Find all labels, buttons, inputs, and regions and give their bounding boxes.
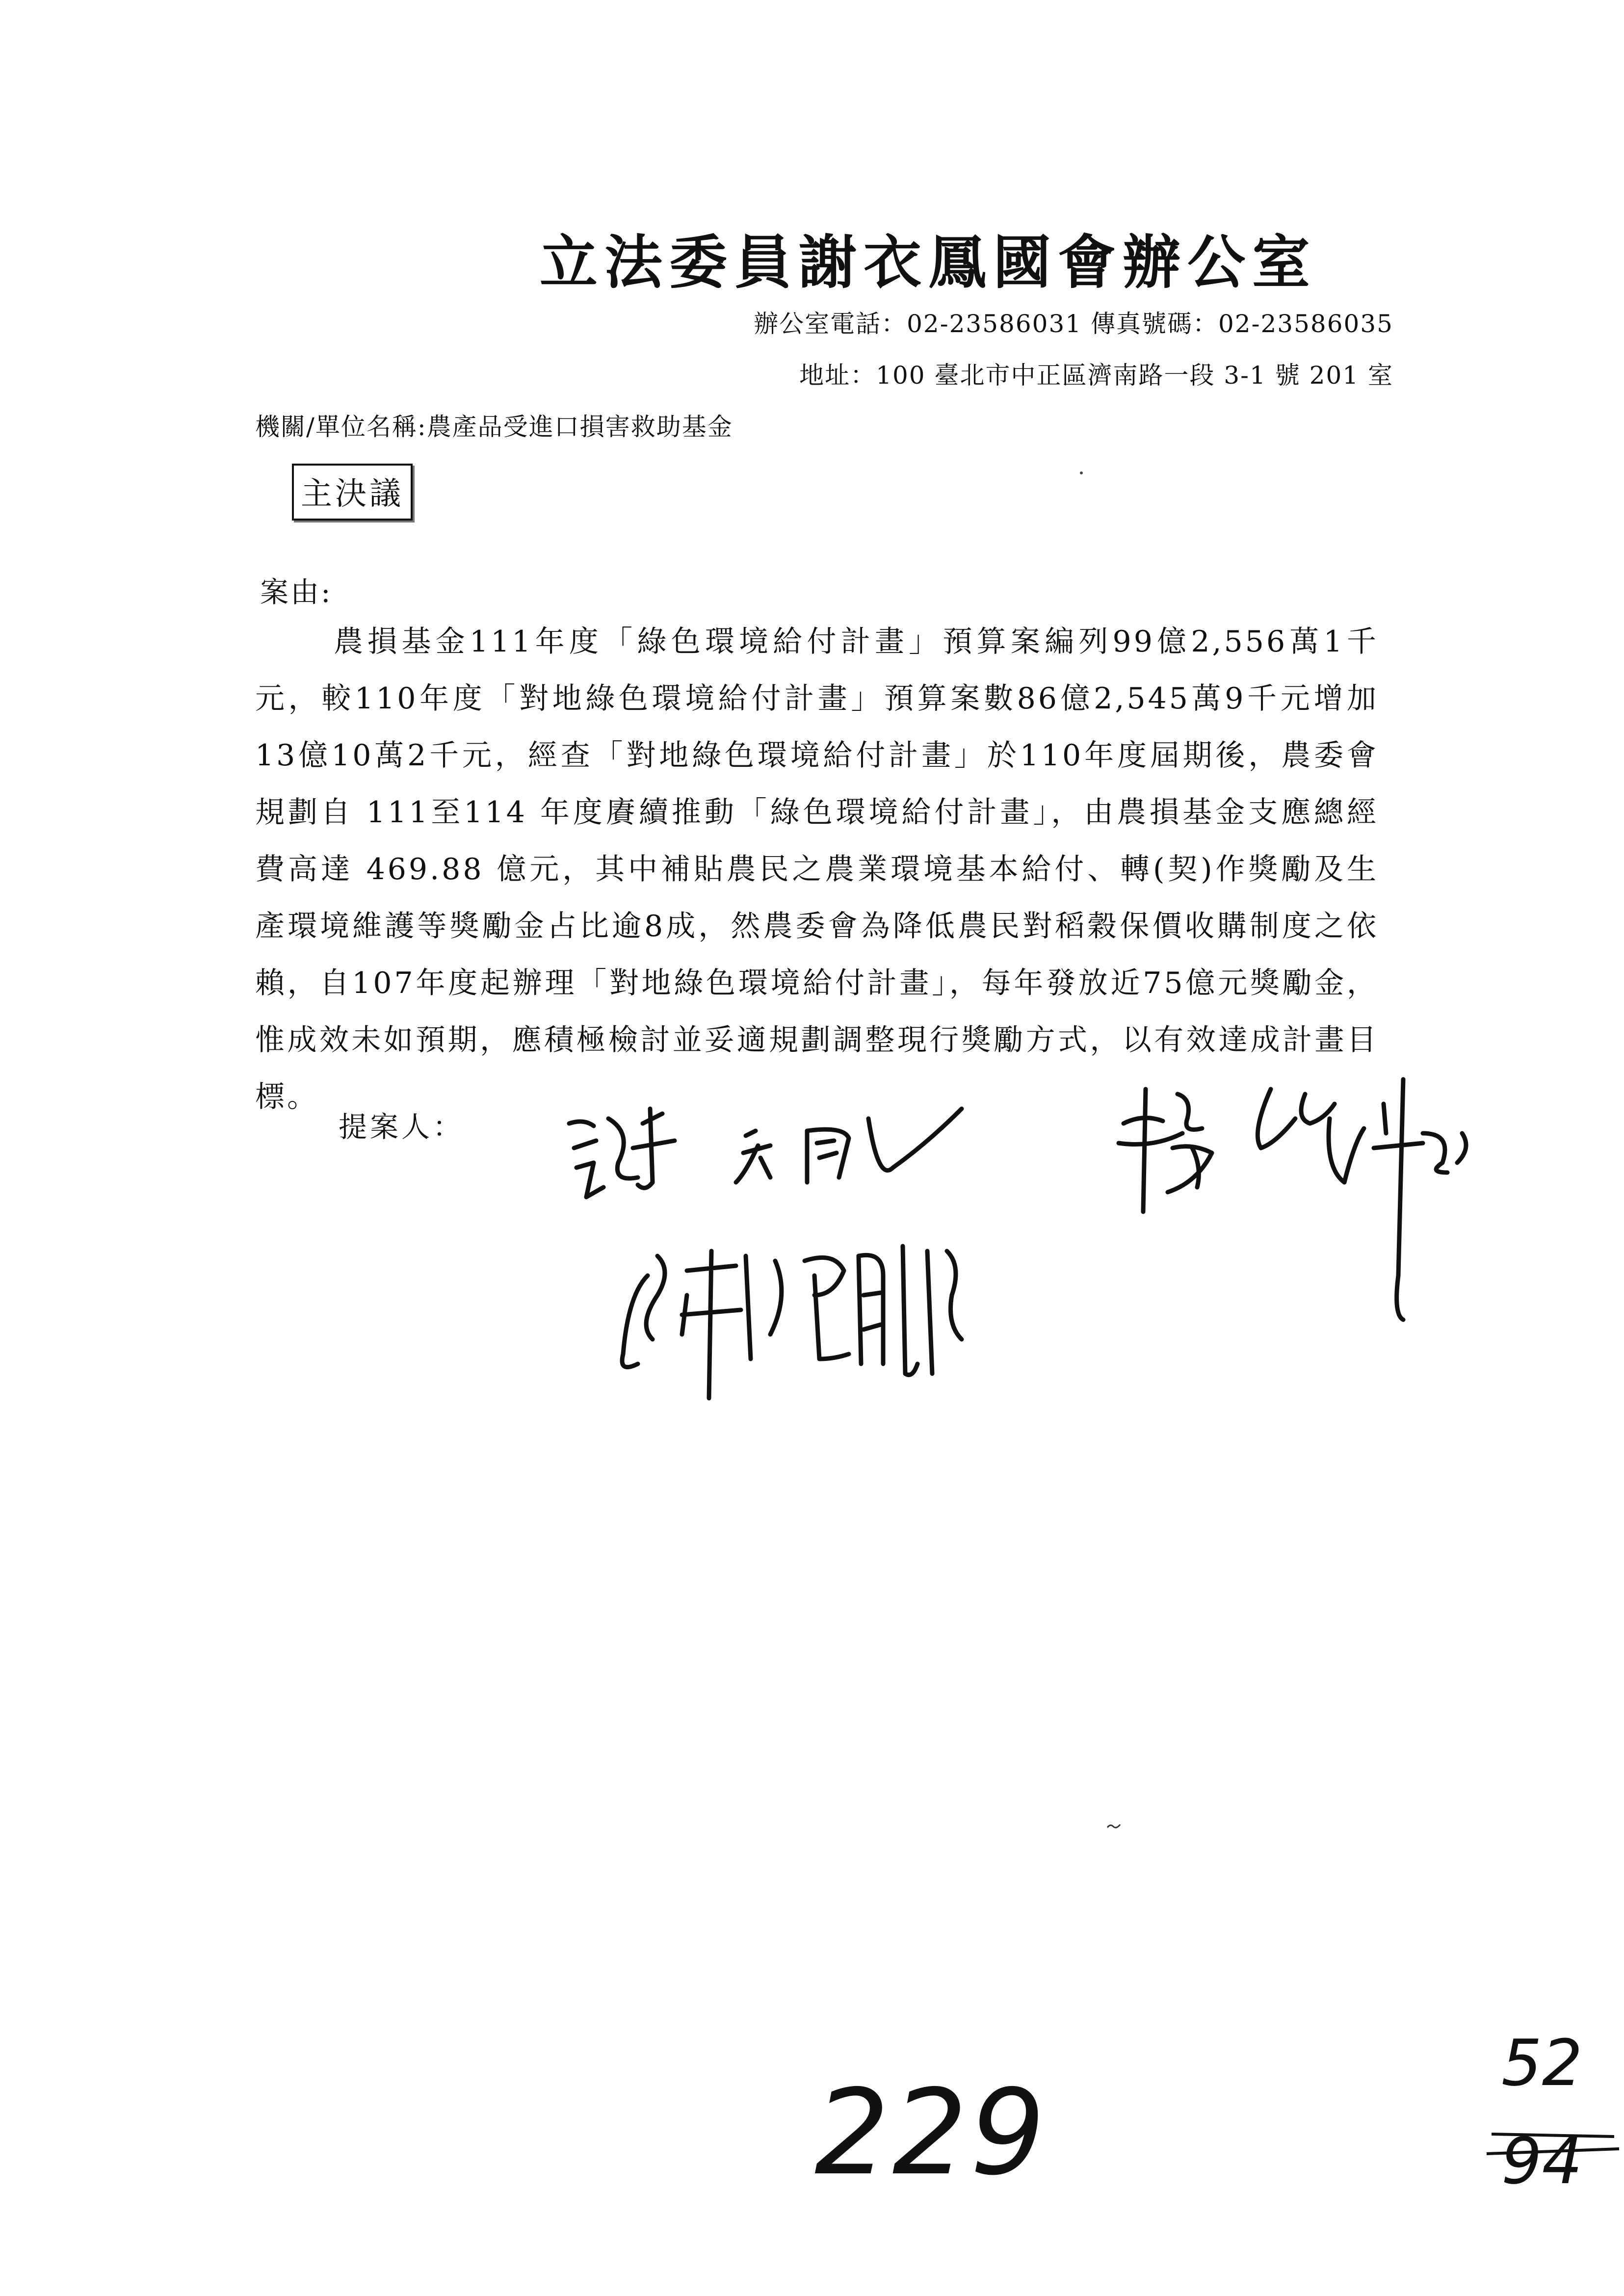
signature-2 xyxy=(1119,1079,1466,1320)
scan-speck xyxy=(1106,1823,1121,1829)
office-address: 地址：100 臺北市中正區濟南路一段 3-1 號 201 室 xyxy=(799,361,1393,390)
office-title: 立法委員謝衣鳳國會辦公室 xyxy=(540,228,1317,296)
page-count-old: 94 xyxy=(1501,2124,1583,2198)
office-phone-fax: 辦公室電話：02-23586031 傳真號碼：02-23586035 xyxy=(754,310,1393,338)
handwritten-signatures xyxy=(540,1020,1580,1462)
signature-1 xyxy=(569,1109,962,1197)
handwritten-page-count xyxy=(1482,2021,1624,2227)
case-body: 農損基金111年度「綠色環境給付計畫」預算案編列99億2,556萬1千元，較110年度「對地綠色環境給付計畫」預算案數86億2,545萬9千元增加13億10萬2千元，經查「對地綠色環境給付計畫」於110年度屆期後，農委會規劃自 111至114 年度賡續推動「綠色環境給付計畫」，由農損基金支應總經費高達 469.88 億元，其中補貼農民之農業環境基本給付、轉(契)作獎勵及生產環境維護等獎勵金占比逾8成，然農委會為降低農民對稻穀保價收購制度之依賴，自107年度起辦理「對地綠色環境給付計畫」，每年發放近75億元獎勵金，惟成效未如預期，應積極檢討並妥適規劃調整現行獎勵方式，以有效達成計畫目標。 xyxy=(255,625,1379,1114)
page-count-current: 52 xyxy=(1501,2026,1583,2100)
signature-3 xyxy=(622,1246,962,1398)
scan-dot xyxy=(1079,471,1083,475)
case-label: 案由: xyxy=(260,575,333,609)
agency-name: 機關/單位名稱:農產品受進口損害救助基金 xyxy=(255,413,733,441)
proposer-label: 提案人： xyxy=(339,1110,465,1144)
handwritten-page-number xyxy=(805,2051,1079,2208)
resolution-type-label: 主決議 xyxy=(292,464,413,521)
page-number-text: 229 xyxy=(814,2064,1048,2201)
